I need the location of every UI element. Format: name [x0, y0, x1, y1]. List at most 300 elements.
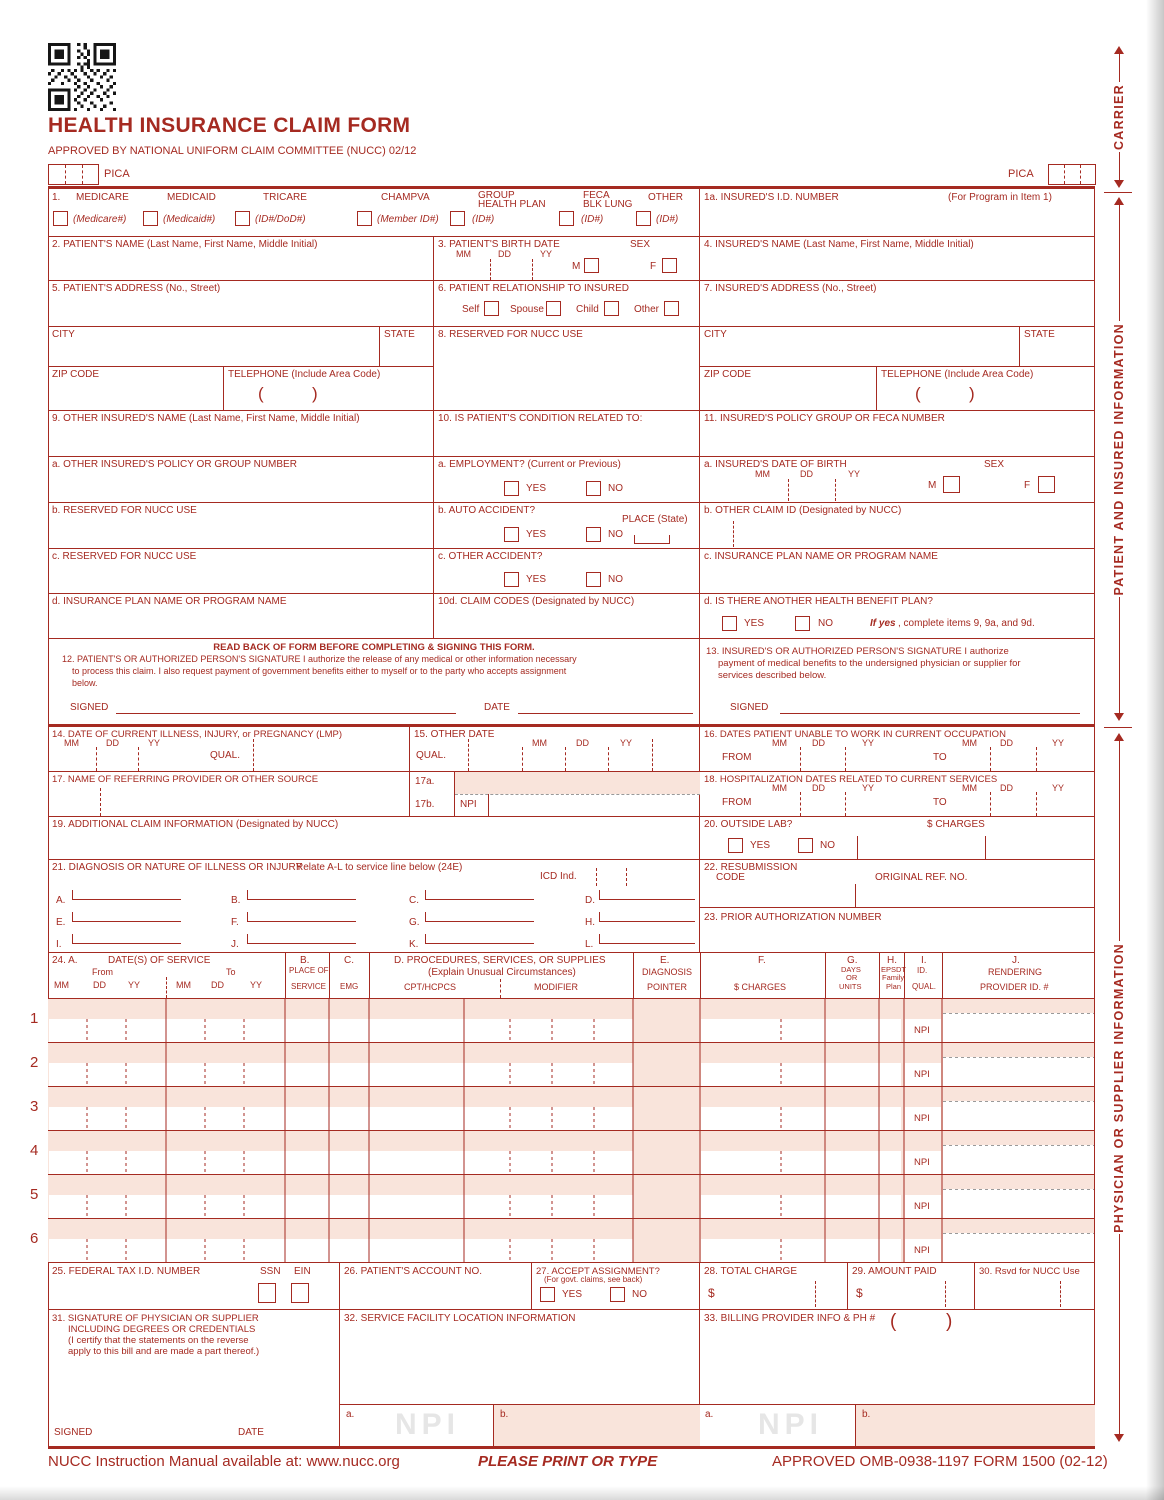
- paren: (: [258, 384, 264, 403]
- service-table-header: [48, 953, 1095, 999]
- box11-label: 11. INSURED'S POLICY GROUP OR FECA NUMBER: [704, 413, 945, 424]
- npi-label-4: NPI: [914, 1157, 930, 1168]
- box13-line3: services described below.: [718, 670, 827, 681]
- box23-prior-auth[interactable]: [700, 908, 1095, 953]
- col-f-label: F.: [758, 955, 766, 966]
- sep: [100, 788, 101, 816]
- box22-label: 22. RESUBMISSION: [704, 862, 798, 873]
- box1a-insured-id[interactable]: [700, 189, 1095, 237]
- box21-relate: Relate A-L to service line below (24E): [296, 862, 463, 873]
- box14-label: 14. DATE OF CURRENT ILLNESS, INJURY, or PREGNANCY (LMP): [52, 729, 342, 740]
- box10-condition[interactable]: [434, 411, 700, 457]
- diag-e: E.: [56, 917, 66, 928]
- insured-sex-male-checkbox[interactable]: [943, 476, 960, 493]
- box33b-field[interactable]: [856, 1405, 1095, 1446]
- no-label: NO: [608, 574, 623, 585]
- sep: [1036, 747, 1037, 771]
- box32-service-facility[interactable]: [340, 1310, 700, 1446]
- diag-l-field[interactable]: [599, 934, 695, 944]
- no-label: NO: [608, 529, 623, 540]
- service-line-1: 1: [30, 1010, 39, 1027]
- box12-patient-signature[interactable]: [48, 639, 700, 724]
- arrow-up-icon: [1114, 197, 1124, 205]
- box8-reserved[interactable]: [434, 327, 700, 411]
- dollar-sign: $: [708, 1286, 715, 1300]
- patient-phone[interactable]: [224, 367, 434, 411]
- sep: [990, 747, 991, 771]
- male-label: M: [928, 480, 937, 491]
- box11a-label: a. INSURED'S DATE OF BIRTH: [704, 459, 847, 470]
- box11d-other-plan[interactable]: [700, 594, 1095, 639]
- box33a-label: a.: [705, 1409, 714, 1420]
- box28-label: 28. TOTAL CHARGE: [704, 1266, 797, 1277]
- group-label2: HEALTH PLAN: [478, 199, 546, 210]
- insured-sex-female-checkbox[interactable]: [1038, 476, 1055, 493]
- col-e-label: E.: [660, 955, 670, 966]
- npi-watermark: NPI: [395, 1408, 461, 1441]
- box2-patient-name[interactable]: [48, 237, 434, 281]
- box25-label: 25. FEDERAL TAX I.D. NUMBER: [52, 1266, 201, 1277]
- line: [855, 1404, 856, 1446]
- box10a-employment[interactable]: [434, 457, 700, 503]
- line: [493, 1404, 494, 1446]
- diag-g-field[interactable]: [425, 912, 534, 922]
- physician-supplier-vertical-label: PHYSICIAN OR SUPPLIER INFORMATION: [1112, 942, 1126, 1233]
- group-health-plan-checkbox[interactable]: [450, 211, 465, 226]
- sep: [815, 1281, 816, 1307]
- page-title: HEALTH INSURANCE CLAIM FORM: [48, 114, 411, 137]
- box11-policy-group[interactable]: [700, 411, 1095, 457]
- insured-signature-line[interactable]: [780, 713, 1080, 714]
- page-edge-shadow: [1146, 0, 1164, 1500]
- box27-accept-assignment[interactable]: [532, 1263, 700, 1310]
- arrow-up-icon: [1114, 46, 1124, 54]
- other-plan-yes-checkbox[interactable]: [722, 616, 737, 631]
- state-label: STATE: [384, 329, 415, 340]
- box15-other-date[interactable]: [410, 727, 700, 772]
- diag-b-field[interactable]: [247, 890, 356, 900]
- sep: [800, 792, 801, 816]
- other-accident-no-checkbox[interactable]: [586, 572, 601, 587]
- box9b[interactable]: [48, 503, 434, 549]
- box11b-other-claim-id[interactable]: [700, 503, 1095, 549]
- approved-subtitle: APPROVED BY NATIONAL UNIFORM CLAIM COMMITTEE (NUCC) 02/12: [48, 145, 417, 157]
- dollar-sign: $: [856, 1286, 863, 1300]
- other-relationship-checkbox[interactable]: [664, 301, 679, 316]
- insured-zip[interactable]: [700, 367, 877, 411]
- sep: [565, 747, 566, 771]
- footer-nucc-manual: NUCC Instruction Manual available at: www.nucc.org: [48, 1453, 400, 1470]
- state-label: STATE: [1024, 329, 1055, 340]
- no-label: NO: [632, 1289, 647, 1300]
- city-label: CITY: [704, 329, 727, 340]
- medicare-sub: (Medicare#): [73, 214, 127, 225]
- dd-label: DD: [106, 738, 119, 748]
- box20-outside-lab[interactable]: [700, 817, 1095, 860]
- box19-additional-claim-info[interactable]: [48, 817, 700, 860]
- diag-d-field[interactable]: [599, 890, 695, 900]
- dd-label: DD: [498, 249, 511, 259]
- col-g-label: G.: [847, 955, 858, 966]
- outside-lab-yes-checkbox[interactable]: [728, 838, 743, 853]
- line: [904, 953, 905, 999]
- box21-diagnosis[interactable]: [48, 860, 700, 953]
- ssn-checkbox[interactable]: [258, 1283, 276, 1303]
- box27-label: 27. ACCEPT ASSIGNMENT?: [536, 1266, 660, 1277]
- col-j-label: J.: [1012, 955, 1020, 966]
- service-line-2: 2: [30, 1054, 39, 1071]
- insured-city[interactable]: [700, 327, 1020, 367]
- child-label: Child: [576, 304, 599, 315]
- line: [488, 794, 489, 817]
- place-state-field[interactable]: [634, 535, 670, 544]
- sep: [468, 739, 469, 771]
- box29-amount-paid[interactable]: [848, 1263, 975, 1310]
- sep: [96, 747, 97, 771]
- diag-d: D.: [585, 895, 595, 906]
- ein-checkbox[interactable]: [291, 1283, 309, 1303]
- date-service-label: DATE(S) OF SERVICE: [108, 955, 211, 966]
- box7-insured-address[interactable]: [700, 281, 1095, 327]
- diag-l: L.: [585, 939, 594, 950]
- champva-label: CHAMPVA: [381, 192, 430, 203]
- diag-e-field[interactable]: [72, 912, 181, 922]
- service-line-6: 6: [30, 1230, 39, 1247]
- box8-label: 8. RESERVED FOR NUCC USE: [438, 329, 583, 340]
- box1a-hint: (For Program in Item 1): [948, 192, 1052, 203]
- footer-print-or-type: PLEASE PRINT OR TYPE: [478, 1453, 658, 1470]
- provider-id-label: PROVIDER ID. #: [980, 982, 1049, 992]
- group-sub: (ID#): [472, 214, 495, 225]
- family-label: Family: [882, 973, 905, 982]
- service-line-4: 4: [30, 1142, 39, 1159]
- paren: (: [890, 1311, 897, 1332]
- box26-patient-account[interactable]: [340, 1263, 532, 1310]
- box17a-field[interactable]: [455, 772, 700, 794]
- feca-checkbox[interactable]: [559, 211, 574, 226]
- other-checkbox[interactable]: [636, 211, 651, 226]
- arrow-down-icon: [1114, 713, 1124, 721]
- yy-label: YY: [862, 783, 875, 793]
- date-label: DATE: [238, 1427, 264, 1438]
- dd-label: DD: [211, 980, 224, 990]
- paren: ): [312, 384, 318, 403]
- sep: [166, 977, 167, 998]
- diag-h-field[interactable]: [599, 912, 695, 922]
- box1-num: 1.: [52, 192, 61, 203]
- or-label: OR: [846, 973, 858, 982]
- pica-right-boxes[interactable]: [1048, 164, 1096, 185]
- mm-label: MM: [456, 249, 471, 259]
- box10c-other-accident[interactable]: [434, 549, 700, 594]
- diag-i: I.: [56, 939, 62, 950]
- box10b-auto-accident[interactable]: [434, 503, 700, 549]
- box1a-label: 1a. INSURED'S I.D. NUMBER: [704, 192, 839, 203]
- box9-other-insured-name[interactable]: [48, 411, 434, 457]
- patient-signature-date-line[interactable]: [518, 713, 693, 714]
- auto-accident-no-checkbox[interactable]: [586, 527, 601, 542]
- sep: [1060, 1281, 1061, 1307]
- female-label: F: [650, 261, 657, 272]
- box11d-label: d. IS THERE ANOTHER HEALTH BENEFIT PLAN?: [704, 596, 933, 607]
- box9-label: 9. OTHER INSURED'S NAME (Last Name, First Name, Middle Initial): [52, 413, 360, 424]
- npi-label-3: NPI: [914, 1113, 930, 1124]
- mm-label: MM: [962, 783, 977, 793]
- medicaid-checkbox[interactable]: [143, 211, 158, 226]
- npi-label-6: NPI: [914, 1245, 930, 1256]
- no-label: NO: [818, 618, 833, 629]
- box23-label: 23. PRIOR AUTHORIZATION NUMBER: [704, 912, 882, 923]
- line: [1119, 1234, 1120, 1434]
- medicare-checkbox[interactable]: [53, 211, 68, 226]
- box17-referring-provider[interactable]: [48, 772, 410, 817]
- box11c-plan-name[interactable]: [700, 549, 1095, 594]
- sep: [990, 792, 991, 816]
- box12-line3: below.: [72, 678, 98, 688]
- line: [369, 953, 370, 999]
- box10d-claim-codes[interactable]: [434, 594, 700, 639]
- npi-watermark: NPI: [758, 1408, 824, 1441]
- yes-label: YES: [750, 840, 771, 851]
- feca-sub: (ID#): [581, 214, 604, 225]
- medicare-label: MEDICARE: [76, 192, 129, 203]
- box31-line2: INCLUDING DEGREES OR CREDENTIALS: [68, 1324, 256, 1335]
- npi-label-5: NPI: [914, 1201, 930, 1212]
- box17ab-provider-ids[interactable]: [410, 772, 700, 817]
- patient-insured-vertical-label: PATIENT AND INSURED INFORMATION: [1112, 322, 1126, 596]
- child-checkbox[interactable]: [604, 301, 619, 316]
- dd-label: DD: [812, 738, 825, 748]
- box14-current-illness-date[interactable]: [48, 727, 410, 772]
- outside-lab-no-checkbox[interactable]: [798, 838, 813, 853]
- line: [942, 953, 943, 999]
- yes-label: YES: [562, 1289, 583, 1300]
- zip-label: ZIP CODE: [704, 369, 752, 380]
- npi-label-2: NPI: [914, 1069, 930, 1080]
- sep: [82, 165, 83, 184]
- line: [285, 953, 286, 999]
- box33-billing-provider[interactable]: [700, 1310, 1095, 1446]
- no-label: NO: [820, 840, 835, 851]
- champva-checkbox[interactable]: [357, 211, 372, 226]
- box21-label: 21. DIAGNOSIS OR NATURE OF ILLNESS OR INJURY: [52, 862, 303, 873]
- accept-assignment-no-checkbox[interactable]: [610, 1287, 625, 1302]
- female-label: F: [1024, 480, 1031, 491]
- tricare-checkbox[interactable]: [235, 211, 250, 226]
- box2-label: 2. PATIENT'S NAME (Last Name, First Name, Middle Initial): [52, 239, 318, 250]
- other-plan-no-checkbox[interactable]: [795, 616, 810, 631]
- tricare-sub: (ID#/DoD#): [255, 214, 306, 225]
- sep: [626, 868, 627, 886]
- line: [1119, 597, 1120, 713]
- box31-line4: apply to this bill and are made a part thereof.): [68, 1346, 260, 1357]
- col-a-label: 24. A.: [52, 955, 78, 966]
- diag-f-field[interactable]: [247, 912, 356, 922]
- sep: [800, 747, 801, 771]
- pica-left-boxes[interactable]: [48, 164, 99, 185]
- box3-birth-date[interactable]: [434, 237, 700, 281]
- box9a[interactable]: [48, 457, 434, 503]
- box13-line2: payment of medical benefits to the undersigned physician or supplier for: [718, 658, 1021, 669]
- box7-label: 7. INSURED'S ADDRESS (No., Street): [704, 283, 877, 294]
- diag-j-field[interactable]: [247, 934, 356, 944]
- line: [1119, 205, 1120, 321]
- date-label: DATE: [484, 702, 510, 713]
- diag-a-field[interactable]: [72, 890, 181, 900]
- box11a-insured-birth[interactable]: [700, 457, 1095, 503]
- diag-k-field[interactable]: [425, 934, 534, 944]
- sex-female-checkbox[interactable]: [662, 258, 677, 273]
- diag-i-field[interactable]: [72, 934, 181, 944]
- sep: [1036, 792, 1037, 816]
- feca-label2: BLK LUNG: [583, 199, 633, 210]
- medicaid-sub: (Medicaid#): [163, 214, 216, 225]
- paren: (: [915, 384, 921, 403]
- sep: [845, 747, 846, 771]
- spouse-checkbox[interactable]: [546, 301, 561, 316]
- self-checkbox[interactable]: [484, 301, 499, 316]
- box15-label: 15. OTHER DATE: [414, 729, 495, 740]
- line: [1119, 152, 1120, 180]
- if-yes-label: If yes: [870, 618, 896, 629]
- employment-no-checkbox[interactable]: [586, 481, 601, 496]
- box17a-label: 17a.: [415, 776, 435, 787]
- box32-label: 32. SERVICE FACILITY LOCATION INFORMATION: [344, 1313, 576, 1324]
- sep: [253, 739, 254, 771]
- box30-reserved[interactable]: [975, 1263, 1095, 1310]
- sex-male-checkbox[interactable]: [584, 258, 599, 273]
- carrier-vertical-label: CARRIER: [1112, 83, 1126, 151]
- other-accident-yes-checkbox[interactable]: [504, 572, 519, 587]
- box9c[interactable]: [48, 549, 434, 594]
- diagnosis-label: DIAGNOSIS: [642, 967, 693, 977]
- diag-g: G.: [409, 917, 420, 928]
- self-label: Self: [462, 304, 480, 315]
- line: [855, 884, 856, 908]
- box10c-label: c. OTHER ACCIDENT?: [438, 551, 543, 562]
- box22-resubmission[interactable]: [700, 860, 1095, 908]
- yy-label: YY: [1052, 783, 1065, 793]
- patient-insured-margin: [1106, 197, 1132, 721]
- if-yes-rest: , complete items 9, 9a, and 9d.: [898, 618, 1035, 629]
- patient-zip[interactable]: [48, 367, 224, 411]
- box18-hospitalization-dates[interactable]: [700, 772, 1095, 817]
- line: [1119, 741, 1120, 941]
- other-sub: (ID#): [656, 214, 679, 225]
- box30-label: 30. Rsvd for NUCC Use: [979, 1266, 1080, 1277]
- service-table-body[interactable]: [48, 999, 1095, 1263]
- box6-patient-relationship[interactable]: [434, 281, 700, 327]
- male-label: M: [572, 261, 581, 272]
- box20-label: 20. OUTSIDE LAB?: [704, 819, 793, 830]
- patient-city[interactable]: [48, 327, 380, 367]
- sep: [608, 747, 609, 771]
- box31-line1: 31. SIGNATURE OF PHYSICIAN OR SUPPLIER: [52, 1313, 259, 1324]
- diag-h: H.: [585, 917, 595, 928]
- service-label: SERVICE: [291, 982, 326, 991]
- qual-label: QUAL.: [210, 750, 241, 761]
- sep: [1064, 165, 1065, 184]
- box33-label: 33. BILLING PROVIDER INFO & PH #: [704, 1313, 876, 1324]
- id-label: ID.: [917, 966, 928, 975]
- sep: [522, 747, 523, 771]
- box3-label: 3. PATIENT'S BIRTH DATE: [438, 239, 560, 250]
- carrier-margin: [1106, 46, 1132, 188]
- box32b-field[interactable]: [494, 1405, 700, 1446]
- employment-yes-checkbox[interactable]: [504, 481, 519, 496]
- diag-c-field[interactable]: [425, 890, 534, 900]
- sep: [1080, 165, 1081, 184]
- box17-label: 17. NAME OF REFERRING PROVIDER OR OTHER SOURCE: [52, 774, 319, 785]
- accept-assignment-yes-checkbox[interactable]: [540, 1287, 555, 1302]
- yes-label: YES: [526, 529, 547, 540]
- group-label: GROUP: [478, 190, 515, 201]
- col-i-label: I.: [921, 955, 927, 966]
- box17b-label: 17b.: [415, 799, 435, 810]
- box31-line3: (I certify that the statements on the reverse: [68, 1335, 249, 1346]
- insured-state[interactable]: [1020, 327, 1095, 367]
- pica-right-label: PICA: [1008, 168, 1034, 180]
- pica-left-label: PICA: [104, 168, 130, 180]
- line: [329, 953, 330, 999]
- box16-unable-to-work[interactable]: [700, 727, 1095, 772]
- service-line-5: 5: [30, 1186, 39, 1203]
- mm-label: MM: [532, 738, 547, 748]
- units-label: UNITS: [839, 982, 862, 991]
- box9d[interactable]: [48, 594, 434, 639]
- to-label: TO: [933, 752, 947, 763]
- ssn-label: SSN: [260, 1266, 281, 1277]
- box9b-label: b. RESERVED FOR NUCC USE: [52, 505, 197, 516]
- auto-accident-yes-checkbox[interactable]: [504, 527, 519, 542]
- insured-phone[interactable]: [877, 367, 1095, 411]
- line: [700, 953, 701, 999]
- box28-total-charge[interactable]: [700, 1263, 848, 1310]
- dd-label: DD: [812, 783, 825, 793]
- patient-state[interactable]: [380, 327, 434, 367]
- box13-insured-signature[interactable]: [700, 639, 1095, 724]
- box19-label: 19. ADDITIONAL CLAIM INFORMATION (Designated by NUCC): [52, 819, 339, 830]
- charges-label: $ CHARGES: [927, 819, 985, 830]
- box5-patient-address[interactable]: [48, 281, 434, 327]
- col-d2-label: (Explain Unusual Circumstances): [428, 967, 576, 978]
- cpt-label: CPT/HCPCS: [404, 982, 457, 992]
- box1-insurance-type[interactable]: [48, 189, 700, 237]
- col-c-label: C.: [344, 955, 354, 966]
- city-label: CITY: [52, 329, 75, 340]
- diag-a: A.: [56, 895, 66, 906]
- line: [879, 953, 880, 999]
- qual-label: QUAL.: [416, 750, 447, 761]
- epsdt-label: EPSDT: [881, 965, 907, 974]
- box31-physician-signature[interactable]: [48, 1310, 340, 1446]
- diag-k: K.: [409, 939, 419, 950]
- dd-label: DD: [1000, 738, 1013, 748]
- yy-label: YY: [1052, 738, 1065, 748]
- box25-federal-tax-id[interactable]: [48, 1263, 340, 1310]
- sep: [490, 259, 491, 280]
- box4-insured-name[interactable]: [700, 237, 1095, 281]
- col-h-label: H.: [887, 955, 897, 966]
- ein-label: EIN: [294, 1266, 311, 1277]
- col-b-label: B.: [300, 955, 310, 966]
- phone-label: TELEPHONE (Include Area Code): [228, 369, 381, 380]
- mm-label: MM: [176, 980, 191, 990]
- arrow-down-icon: [1114, 1434, 1124, 1442]
- days-label: DAYS: [841, 965, 861, 974]
- npi-label: NPI: [460, 799, 477, 810]
- patient-signature-line[interactable]: [116, 713, 456, 714]
